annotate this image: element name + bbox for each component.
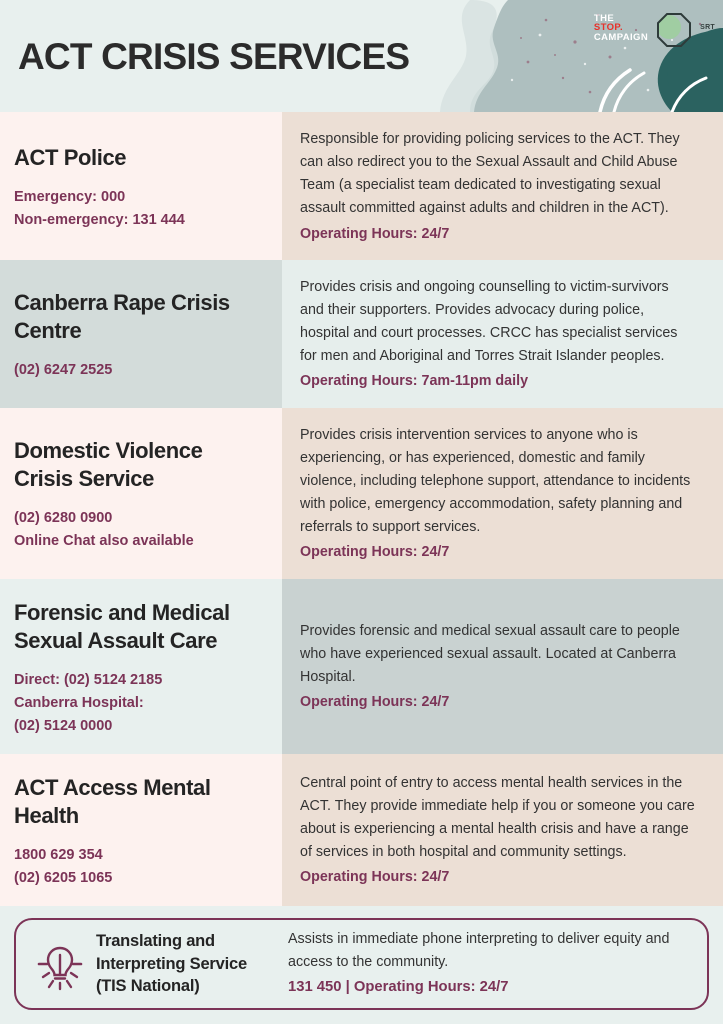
service-contact[interactable]: (02) 5124 0000 xyxy=(14,717,113,734)
service-hours: Operating Hours: 24/7 xyxy=(300,694,450,711)
service-identity xyxy=(0,260,282,408)
service-name: Forensic and Medical Sexual Assault Care xyxy=(14,599,230,653)
footer-contact-hours[interactable]: 131 450 | Operating Hours: 24/7 xyxy=(288,978,509,995)
lightbulb-icon xyxy=(24,928,96,1000)
service-description: Provides forensic and medical sexual assault care to people who have experienced sexual assault. Located at Canberra Hospital. xyxy=(300,622,680,686)
service-details xyxy=(282,579,723,754)
service-row xyxy=(0,579,723,754)
services-list xyxy=(0,112,723,906)
service-name: ACT Access Mental Health xyxy=(14,774,211,828)
service-description: Responsible for providing policing services to the ACT. They can also redirect you to the Sexual Assault and Child Abuse Team (a specialist team dedicated to investigating sexual assault committed against adults and children in the ACT). xyxy=(300,131,680,217)
octagon-icon xyxy=(654,8,694,48)
service-description: Provides crisis and ongoing counselling to victim-survivors and their supporters. Provides advocacy during police, hospital and court processes. CRCC has specialist services for men and Aboriginal and Torres Strait Islander peoples. xyxy=(300,278,678,365)
service-contact[interactable]: Emergency: 000 xyxy=(14,189,126,206)
service-contact[interactable]: 1800 629 354 xyxy=(14,846,103,863)
service-name: Domestic Violence Crisis Service xyxy=(14,437,203,492)
logo-wordmark xyxy=(594,14,648,43)
service-hours: Operating Hours: 7am-11pm daily xyxy=(300,373,529,390)
service-identity xyxy=(0,579,282,754)
footer-service-name: Translating and Interpreting Service (TIS National) xyxy=(96,932,247,995)
poster-header xyxy=(0,0,723,112)
service-row xyxy=(0,408,723,579)
service-details xyxy=(282,260,723,408)
service-hours: Operating Hours: 24/7 xyxy=(300,544,450,561)
service-details xyxy=(282,112,723,260)
service-row xyxy=(0,112,723,260)
service-details xyxy=(282,754,723,906)
logo-badge-letters: SRT xyxy=(700,24,715,32)
footer-details xyxy=(282,928,697,999)
service-description: Provides crisis intervention services to anyone who is experiencing, or has experienced, domestic and family violence, including telephone support, attendance to incidents with police, emergency accommodation, safety planning and referrals to support services. xyxy=(300,426,691,536)
logo-badge-srt xyxy=(700,23,715,32)
logo-line-stop: STOP. xyxy=(593,22,623,34)
service-contact[interactable]: (02) 6205 1065 xyxy=(14,869,113,886)
service-identity xyxy=(0,754,282,906)
service-details xyxy=(282,408,723,579)
logo-line-campaign: CAMPAIGN xyxy=(593,31,649,43)
service-contact[interactable]: (02) 6247 2525 xyxy=(14,362,113,379)
service-row xyxy=(0,260,723,408)
service-identity xyxy=(0,112,282,260)
footer-section xyxy=(0,906,723,1024)
service-name: ACT Police xyxy=(14,144,127,170)
service-row xyxy=(0,754,723,906)
tis-national-card xyxy=(14,918,709,1010)
service-name: Canberra Rape Crisis Centre xyxy=(14,290,230,344)
service-contact[interactable]: Direct: (02) 5124 2185 xyxy=(14,671,163,688)
service-hours: Operating Hours: 24/7 xyxy=(300,869,450,886)
service-contact[interactable]: Online Chat also available xyxy=(14,533,194,550)
service-description: Central point of entry to access mental health services in the ACT. They provide immediate help if you or someone you care about is experiencing a mental health crisis and have a range of services in both hospital and community settings. xyxy=(300,774,695,861)
logo-line-the: THE xyxy=(593,12,615,24)
footer-description: Assists in immediate phone interpreting to deliver equity and access to the community. xyxy=(288,930,670,970)
stop-campaign-logo xyxy=(594,8,715,48)
service-contact[interactable]: (02) 6280 0900 xyxy=(14,510,113,527)
service-contact: Canberra Hospital: xyxy=(14,694,144,711)
page-title: ACT CRISIS SERVICES xyxy=(18,36,410,77)
service-contact[interactable]: Non-emergency: 131 444 xyxy=(14,211,185,228)
service-identity xyxy=(0,408,282,579)
service-hours: Operating Hours: 24/7 xyxy=(300,225,450,242)
